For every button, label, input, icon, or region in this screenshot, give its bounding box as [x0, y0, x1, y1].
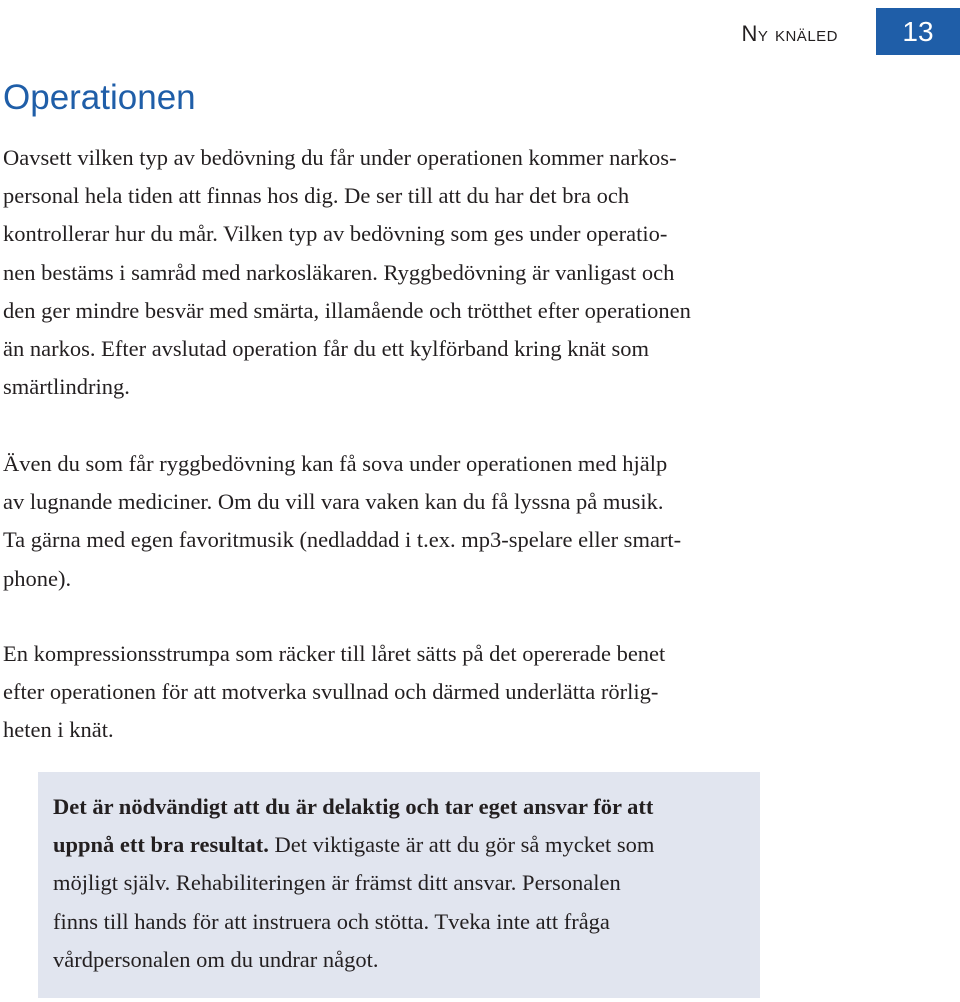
paragraph-anesthesia: Oavsett vilken typ av bedövning du får under operationen kommer narkos- personal hela tiden att finnas hos dig. De ser till att du har det bra och kontrollerar hur du mår. Vilken typ av bedövning som ges under operatio- nen bestäms i samråd med narkosläkaren. Ryggbedövning är vanligast och den ger mindre besvär med smärta, illamående och trötthet efter operationen än narkos. Efter avslutad operation får du ett kylförband kring knät som smärtlindring.: [3, 145, 691, 400]
callout-box: [38, 772, 760, 998]
running-head: Ny knäled: [741, 21, 838, 46]
section-title: Operationen: [3, 78, 196, 117]
paragraph-compression-stocking: En kompressionsstrumpa som räcker till låret sätts på det opererade benet efter operationen för att motverka svullnad och därmed underlätta rörlig- heten i knät.: [3, 641, 666, 743]
paragraph-sedation-music: Även du som får ryggbedövning kan få sova under operationen med hjälp av lugnande mediciner. Om du vill vara vaken kan du få lyssna på musik. Ta gärna med egen favoritmusik (nedladdad i t.ex. mp3-spelare eller smart- phone).: [3, 451, 682, 591]
callout-bold-text: Det är nödvändigt att du är delaktig och tar eget ansvar för att uppnå ett bra resultat.: [53, 794, 654, 858]
callout-text: [53, 788, 753, 979]
callout-body-text: Det viktigaste är att du gör så mycket som möjligt själv. Rehabiliteringen är främst ditt ansvar. Personalen finns till hands för att instruera och stötta. Tveka inte att fråga vårdpersonalen om du undrar något.: [53, 832, 655, 972]
page-number-badge: 13: [876, 8, 960, 55]
